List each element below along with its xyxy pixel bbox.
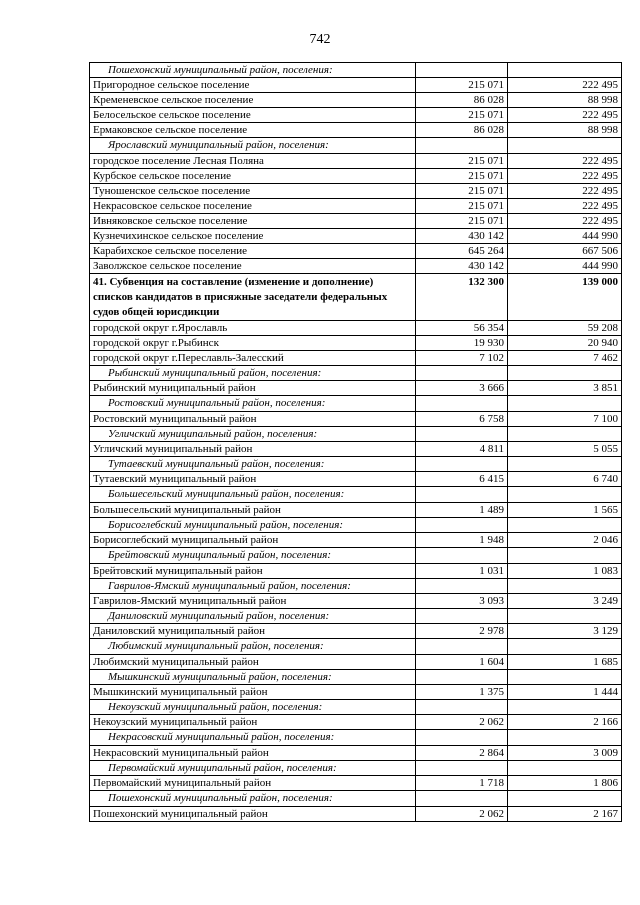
row-name: Некрасовский муниципальный район (90, 745, 416, 760)
value-2022: 1 806 (508, 776, 622, 791)
value-2021: 215 071 (416, 198, 508, 213)
page-number: 742 (309, 32, 331, 47)
value-2022: 139 000 (508, 273, 622, 320)
value-2021: 2 978 (416, 624, 508, 639)
subheader-label: Пошехонский муниципальный район, поселения: (90, 791, 416, 806)
value-2022: 3 129 (508, 624, 622, 639)
subheader-label: Некоузский муниципальный район, поселения: (90, 700, 416, 715)
row-name: Белосельское сельское поселение (90, 108, 416, 123)
value-2021 (416, 791, 508, 806)
subheader-label: Угличский муниципальный район, поселения: (90, 426, 416, 441)
section-subheader-row (90, 548, 622, 563)
value-2021 (416, 138, 508, 153)
value-2021: 6 415 (416, 472, 508, 487)
row-name: Карабихское сельское поселение (90, 243, 416, 258)
value-2022: 2 167 (508, 806, 622, 821)
value-2021: 3 093 (416, 593, 508, 608)
table-row (90, 258, 622, 273)
value-2021: 215 071 (416, 213, 508, 228)
row-name: Заволжское сельское поселение (90, 258, 416, 273)
row-name: Угличский муниципальный район (90, 441, 416, 456)
row-name: Тутаевский муниципальный район (90, 472, 416, 487)
value-2022: 444 990 (508, 258, 622, 273)
row-name: Мышкинский муниципальный район (90, 685, 416, 700)
row-name: Пошехонский муниципальный район (90, 806, 416, 821)
value-2021: 1 948 (416, 533, 508, 548)
value-2022 (508, 396, 622, 411)
section-subheader-row (90, 639, 622, 654)
value-2022 (508, 608, 622, 623)
value-2022: 3 249 (508, 593, 622, 608)
value-2022 (508, 760, 622, 775)
value-2022: 222 495 (508, 198, 622, 213)
row-name: городской округ г.Ярославль (90, 320, 416, 335)
section-subheader-row (90, 700, 622, 715)
value-2021 (416, 608, 508, 623)
value-2021: 6 758 (416, 411, 508, 426)
value-2021: 215 071 (416, 183, 508, 198)
value-2022: 1 444 (508, 685, 622, 700)
table-row (90, 78, 622, 93)
value-2022: 222 495 (508, 108, 622, 123)
value-2022 (508, 578, 622, 593)
value-2021: 1 718 (416, 776, 508, 791)
value-2021: 1 489 (416, 502, 508, 517)
value-2022: 444 990 (508, 228, 622, 243)
value-2021: 430 142 (416, 258, 508, 273)
value-2021 (416, 548, 508, 563)
row-name: городской округ г.Рыбинск (90, 335, 416, 350)
section-subheader-row (90, 669, 622, 684)
value-2021 (416, 487, 508, 502)
row-name: Гаврилов-Ямский муниципальный район (90, 593, 416, 608)
table-row (90, 472, 622, 487)
value-2022 (508, 138, 622, 153)
table-row (90, 198, 622, 213)
subheader-label: Гаврилов-Ямский муниципальный район, поселения: (90, 578, 416, 593)
table-row (90, 93, 622, 108)
row-name: городской округ г.Переславль-Залесский (90, 350, 416, 365)
value-2021 (416, 700, 508, 715)
value-2021: 19 930 (416, 335, 508, 350)
subheader-label: Даниловский муниципальный район, поселения: (90, 608, 416, 623)
table-row (90, 685, 622, 700)
table-row (90, 745, 622, 760)
table-row (90, 320, 622, 335)
table-row (90, 533, 622, 548)
value-2022: 222 495 (508, 168, 622, 183)
value-2022: 88 998 (508, 123, 622, 138)
table-row (90, 183, 622, 198)
section-subheader-row (90, 63, 622, 78)
value-2022: 222 495 (508, 183, 622, 198)
table-row (90, 228, 622, 243)
table-row (90, 108, 622, 123)
section-subheader-row (90, 426, 622, 441)
value-2022 (508, 700, 622, 715)
value-2022 (508, 365, 622, 380)
subheader-label: Ростовский муниципальный район, поселения: (90, 396, 416, 411)
row-name: Пригородное сельское поселение (90, 78, 416, 93)
value-2022 (508, 730, 622, 745)
section-subheader-row (90, 578, 622, 593)
value-2021: 215 071 (416, 168, 508, 183)
row-name: Ермаковское сельское поселение (90, 123, 416, 138)
value-2021 (416, 578, 508, 593)
section-subheader-row (90, 396, 622, 411)
subheader-label: Любимский муниципальный район, поселения: (90, 639, 416, 654)
value-2022 (508, 791, 622, 806)
value-2021: 215 071 (416, 108, 508, 123)
value-2021: 56 354 (416, 320, 508, 335)
table-row (90, 335, 622, 350)
value-2021 (416, 63, 508, 78)
table-row (90, 593, 622, 608)
section-subheader-row (90, 456, 622, 471)
value-2021 (416, 760, 508, 775)
row-name: Брейтовский муниципальный район (90, 563, 416, 578)
row-name: Некрасовское сельское поселение (90, 198, 416, 213)
value-2021: 4 811 (416, 441, 508, 456)
row-name: Рыбинский муниципальный район (90, 381, 416, 396)
value-2021 (416, 517, 508, 532)
value-2022: 222 495 (508, 78, 622, 93)
value-2022 (508, 63, 622, 78)
value-2022 (508, 548, 622, 563)
value-2022: 667 506 (508, 243, 622, 258)
subheader-label: Некрасовский муниципальный район, поселения: (90, 730, 416, 745)
table-row (90, 624, 622, 639)
table-row (90, 654, 622, 669)
value-2021 (416, 730, 508, 745)
row-name: Некоузский муниципальный район (90, 715, 416, 730)
row-name: Туношенское сельское поселение (90, 183, 416, 198)
value-2022: 222 495 (508, 213, 622, 228)
value-2022: 59 208 (508, 320, 622, 335)
subheader-label: Борисоглебский муниципальный район, поселения: (90, 517, 416, 532)
table-row (90, 441, 622, 456)
value-2021: 2 062 (416, 715, 508, 730)
table-row (90, 502, 622, 517)
section-subheader-row (90, 517, 622, 532)
table-row (90, 806, 622, 821)
row-name: Курбское сельское поселение (90, 168, 416, 183)
subheader-label: Первомайский муниципальный район, поселения: (90, 760, 416, 775)
value-2021: 2 062 (416, 806, 508, 821)
table-row (90, 350, 622, 365)
value-2021: 1 604 (416, 654, 508, 669)
value-2021: 2 864 (416, 745, 508, 760)
subheader-label: Мышкинский муниципальный район, поселения: (90, 669, 416, 684)
row-name: городское поселение Лесная Поляна (90, 153, 416, 168)
section-subheader-row (90, 730, 622, 745)
value-2021: 215 071 (416, 153, 508, 168)
value-2021: 3 666 (416, 381, 508, 396)
value-2021: 645 264 (416, 243, 508, 258)
section-subheader-row (90, 487, 622, 502)
row-name: Ростовский муниципальный район (90, 411, 416, 426)
value-2021 (416, 639, 508, 654)
section-header-row (90, 273, 622, 320)
value-2022 (508, 456, 622, 471)
section-subheader-row (90, 791, 622, 806)
value-2022: 88 998 (508, 93, 622, 108)
value-2022: 1 565 (508, 502, 622, 517)
section-subheader-row (90, 365, 622, 380)
subheader-label: Рыбинский муниципальный район, поселения: (90, 365, 416, 380)
value-2021 (416, 426, 508, 441)
value-2022 (508, 669, 622, 684)
value-2022: 1 083 (508, 563, 622, 578)
value-2021 (416, 456, 508, 471)
row-name: Большесельский муниципальный район (90, 502, 416, 517)
value-2022 (508, 426, 622, 441)
value-2021: 86 028 (416, 93, 508, 108)
table-row (90, 381, 622, 396)
value-2022: 6 740 (508, 472, 622, 487)
row-name: Борисоглебский муниципальный район (90, 533, 416, 548)
row-name: Кузнечихинское сельское поселение (90, 228, 416, 243)
value-2022: 7 462 (508, 350, 622, 365)
value-2022: 7 100 (508, 411, 622, 426)
value-2021: 430 142 (416, 228, 508, 243)
value-2022: 20 940 (508, 335, 622, 350)
value-2021: 132 300 (416, 273, 508, 320)
value-2022 (508, 487, 622, 502)
row-name: 41. Субвенция на составление (изменение и дополнение) списков кандидатов в присяжные заседатели федеральных судов общей юрисдикции (90, 273, 416, 320)
row-name: Кременевское сельское поселение (90, 93, 416, 108)
table-row (90, 213, 622, 228)
table-row (90, 776, 622, 791)
row-name: Ивняковское сельское поселение (90, 213, 416, 228)
table-row (90, 123, 622, 138)
table-row (90, 168, 622, 183)
budget-table (89, 62, 622, 822)
row-name: Любимский муниципальный район (90, 654, 416, 669)
value-2021: 215 071 (416, 78, 508, 93)
section-subheader-row (90, 138, 622, 153)
subheader-label: Брейтовский муниципальный район, поселения: (90, 548, 416, 563)
table-row (90, 153, 622, 168)
section-subheader-row (90, 760, 622, 775)
subheader-label: Пошехонский муниципальный район, поселения: (90, 63, 416, 78)
value-2021: 1 375 (416, 685, 508, 700)
value-2022 (508, 639, 622, 654)
value-2022: 3 009 (508, 745, 622, 760)
section-subheader-row (90, 608, 622, 623)
value-2022: 5 055 (508, 441, 622, 456)
value-2022: 2 046 (508, 533, 622, 548)
table-row (90, 411, 622, 426)
value-2021 (416, 669, 508, 684)
value-2021: 1 031 (416, 563, 508, 578)
subheader-label: Большесельский муниципальный район, поселения: (90, 487, 416, 502)
row-name: Даниловский муниципальный район (90, 624, 416, 639)
subheader-label: Ярославский муниципальный район, поселения: (90, 138, 416, 153)
table-row (90, 715, 622, 730)
subheader-label: Тутаевский муниципальный район, поселения: (90, 456, 416, 471)
value-2021: 86 028 (416, 123, 508, 138)
value-2021 (416, 396, 508, 411)
value-2022: 222 495 (508, 153, 622, 168)
table-row (90, 563, 622, 578)
row-name: Первомайский муниципальный район (90, 776, 416, 791)
value-2022: 2 166 (508, 715, 622, 730)
budget-table-body (90, 63, 622, 822)
value-2022: 1 685 (508, 654, 622, 669)
value-2021 (416, 365, 508, 380)
value-2021: 7 102 (416, 350, 508, 365)
value-2022: 3 851 (508, 381, 622, 396)
table-row (90, 243, 622, 258)
value-2022 (508, 517, 622, 532)
